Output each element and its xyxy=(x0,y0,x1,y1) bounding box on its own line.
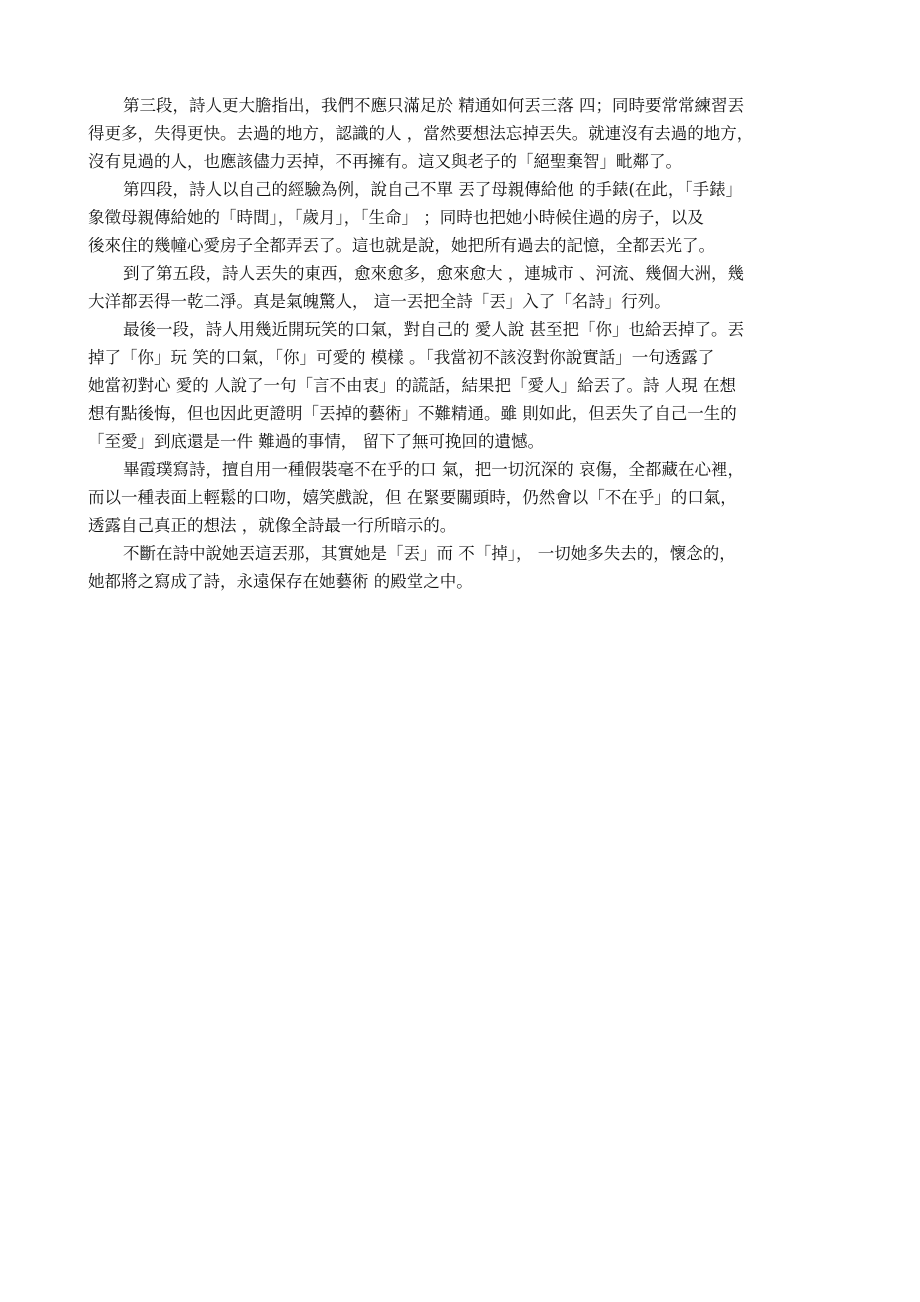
paragraph-bishop xyxy=(88,456,833,540)
text-line: 後來住的幾幢心愛房子全都弄丟了。這也就是說，她把所有過去的記憶，全都丟光了。 xyxy=(88,236,715,255)
text-line: 「至愛」到底還是一件 難過的事情， 留下了無可挽回的遺憾。 xyxy=(88,432,544,451)
text-line: 沒有見過的人，也應該儘力丟掉，不再擁有。這又與老子的「絕聖棄智」毗鄰了。 xyxy=(88,152,682,171)
paragraph-conclusion xyxy=(88,540,833,596)
text-line: 畢霞璞寫詩，擅自用一種假裝毫不在乎的口 氣，把一切沉深的 哀傷，全都藏在心裡， xyxy=(123,460,744,479)
text-line: 而以一種表面上輕鬆的口吻，嬉笑戲說，但 在緊要關頭時，仍然會以「不在乎」的口氣， xyxy=(88,488,737,507)
text-line: 不斷在詩中說她丟這丟那，其實她是「丟」而 不「掉」， 一切她多失去的，懷念的， xyxy=(123,544,736,563)
document-body xyxy=(88,92,833,596)
text-line: 第四段，詩人以自己的經驗為例，說自己不單 丟了母親傳給他 的手錶(在此，「手錶」 xyxy=(123,180,743,199)
paragraph-last xyxy=(88,316,833,456)
text-line: 想有點後悔，但也因此更證明「丟掉的藝術」不難精通。雖 則如此，但丟失了自己一生的 xyxy=(88,404,737,423)
text-line: 象徵母親傳給她的「時間」，「歲月」，「生命」 ；同時也把她小時候住過的房子，以及 xyxy=(88,208,704,227)
paragraph-4 xyxy=(88,176,833,260)
text-line: 到了第五段，詩人丟失的東西，愈來愈多，愈來愈大 ，連城市 、河流、幾個大洲，幾 xyxy=(123,264,744,283)
paragraph-3 xyxy=(88,92,833,176)
text-line: 大洋都丟得一乾二淨。真是氣魄驚人， 這一丟把全詩「丟」入了「名詩」行列。 xyxy=(88,292,671,311)
text-line: 掉了「你」玩 笑的口氣，「你」可愛的 模樣 。「我當初不該沒對你說實話」一句透露了 xyxy=(88,348,715,367)
text-line: 最後一段，詩人用幾近開玩笑的口氣，對自己的 愛人說 甚至把「你」也給丟掉了。丟 xyxy=(123,320,744,339)
text-line: 得更多，失得更快。去過的地方，認識的人 ，當然要想法忘掉丟失。就連沒有去過的地方， xyxy=(88,124,754,143)
text-line: 她都將之寫成了詩，永遠保存在她藝術 的殿堂之中。 xyxy=(88,572,473,591)
text-line: 透露自己真正的想法 ，就像全詩最一行所暗示的。 xyxy=(88,516,457,535)
text-line: 第三段，詩人更大膽指出，我們不應只滿足於 精通如何丟三落 四；同時要常常練習丟 xyxy=(123,96,744,115)
text-line: 她當初對心 愛的 人說了一句「言不由衷」的謊話，結果把「愛人」給丟了。詩 人現 在想 xyxy=(88,376,736,395)
paragraph-5 xyxy=(88,260,833,316)
